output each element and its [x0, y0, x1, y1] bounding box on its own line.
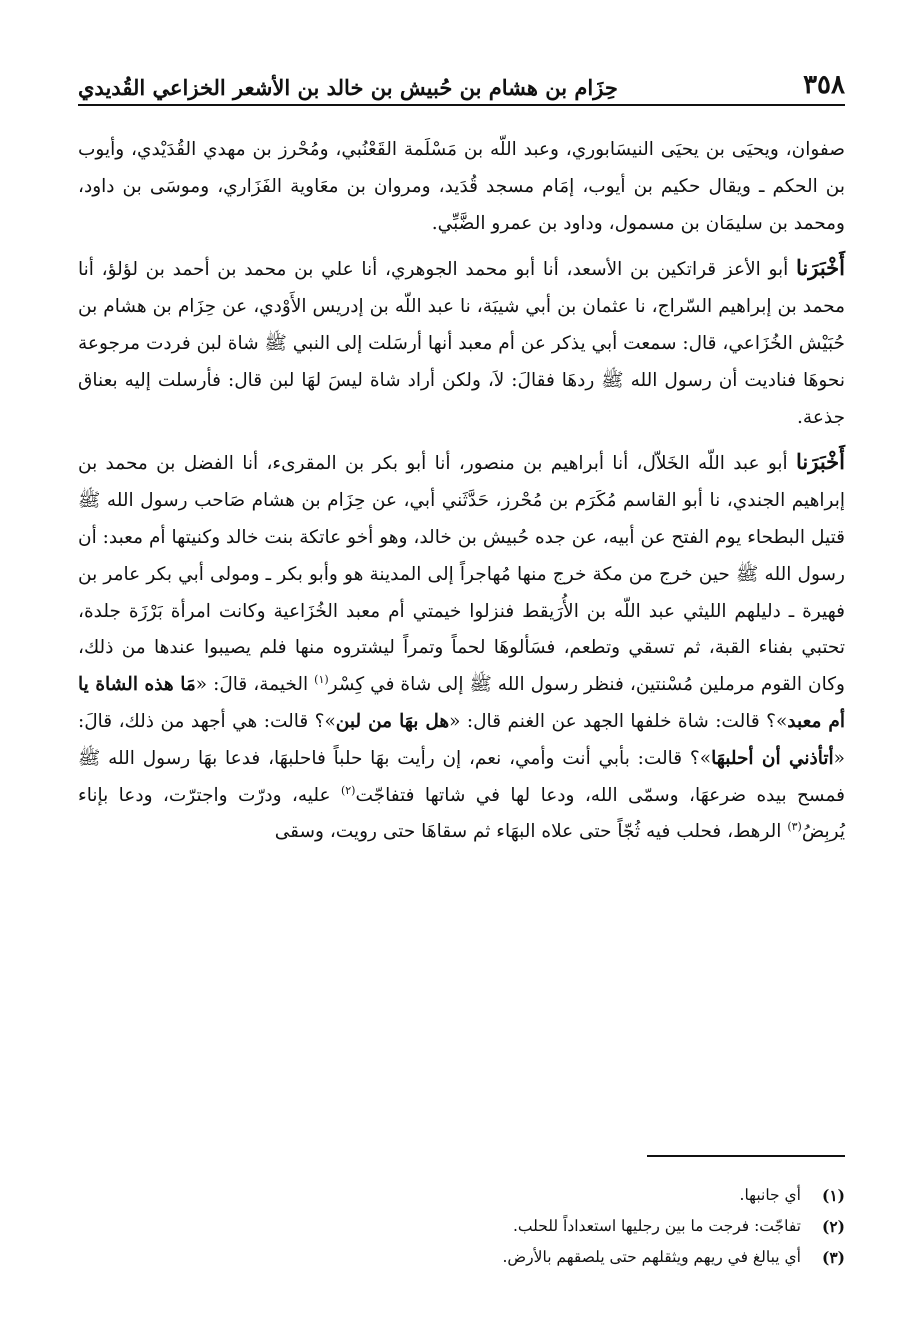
footnote-divider [647, 1155, 845, 1157]
paragraph-3-text-g: الرهط، فحلب فيه ثُجّاً حتى علاه البهَاء ثم سقاهَا حتى رويت، وسقى [274, 821, 788, 843]
page-number: ٣٥٨ [803, 70, 845, 100]
quote-1: مَا هذه الشاة يا أم معبد [78, 674, 845, 732]
paragraph-3 [78, 444, 845, 851]
footnote-ref-2: (٢) [340, 783, 356, 797]
footnote-number: (١) [821, 1186, 845, 1205]
running-title: حِزَام بن هشام بن حُبيش بن خالد بن الأشعر الخزاعي القُديدي [78, 75, 618, 100]
footnote-text: أي جانبها. [739, 1186, 801, 1204]
paragraph-3-text-f: عليه، ودرّت واجترّت، ودعا بإناء يُربِضُ [78, 784, 845, 843]
quote-3: أتأذني أن أحلبهَا [711, 747, 834, 769]
paragraph-3-text-b: الخيمة، قالَ: « [195, 674, 315, 696]
paragraph-1: صفوان، ويحيَى بن يحيَى النيسَابوري، وعبد اللّه بن مَسْلَمة القَعْنُبي، ومُحْرز بن مهدي القُدَيْدي، وأيوب بن الحكم ـ ويقال حكيم بن أيوب، إمَام مسجد قُدَيد، ومروان بن معَاوية الفَزَاري، وموسَى بن داود، ومحمد بن سليمَان بن مسمول، وداود بن عمرو الضَّبِّي. [78, 139, 845, 234]
paragraph-3-text-a: أبو عبد اللّه الخَلاّل، أنا أبراهيم بن منصور، أنا أبو بكر بن المقرىء، أنا الفضل بن محمد بن إبراهيم الجندي، نا أبو القاسم مُكَرَم بن مُحْرز، حَدَّثَني أبي، عن حِزَام بن هشام صَاحب رسول الله ﷺ قتيل البطحاء يوم الفتح عن أبيه، عن جده حُبيش بن خالد، وهو أخو عاتكة بنت خالد وكنيتها أم معبد: أن رسول الله ﷺ حين خرج من مكة خرج منها مُهاجراً إلى المدينة هو وأبو بكر ـ ومولى أبي بكر عامر بن فهيرة ـ دليلهم الليثي عبد اللّه بن الأُرَيقط فنزلوا خيمتي أم معبد الخُزَاعية وكانت امرأة بَرْزَة جلدة، تحتبي بفناء القبة، ثم تسقي وتطعم، فسَألوهَا لحماً وتمراً ليشتروه منها فلم يصيبوا عندها من ذلك، وكان القوم مرملين مُسْنتين، فنظر رسول الله ﷺ إلى شاة في كِسْر [78, 453, 845, 696]
paragraph-3-text-c: »؟ قالت: شاة خلفها الجهد عن الغنم قال: « [449, 710, 788, 732]
footnote-2 [78, 1211, 845, 1242]
paragraph-3-text-d: »؟ قالت: هي أجهد من ذلك، قالَ: « [78, 710, 845, 769]
footnote-number: (٣) [821, 1248, 845, 1267]
footnote-text: أي يبالغ في ريهم ويثقلهم حتى يلصقهم بالأرض. [502, 1248, 801, 1266]
footnote-ref-1: (١) [314, 673, 329, 686]
paragraph-3-text-e: »؟ قالت: بأبي أنت وأمي، نعم، إن رأيت بهَا حلباً فاحلبهَا، فدعا بهَا رسول الله ﷺ فمسح بيده ضرعهَا، وسمّى الله، ودعا لها في شاتها فتفاجّت [78, 747, 845, 806]
paragraph-2 [78, 250, 845, 436]
paragraph-2-text: أبو الأعز قراتكين بن الأسعد، أنا أبو محمد الجوهري، أنا علي بن محمد بن أحمد بن لؤلؤ، أنا محمد بن إبراهيم السّراج، نا عثمان بن أبي شيبَة، نا عبد اللّه بن إدريس الأَوْدي، عن حِزَام بن هشام بن حُبَيْش الخُزَاعي، قال: سمعت أبي يذكر عن أم معبد أنها أرسَلت إلى النبي ﷺ شاة لبن فردت مرجوعة نحوهَا فناديت أن رسول الله ﷺ ردهَا فقالَ: لاَ، ولكن أراد شاة ليسَ لهَا لبن قال: فأرسلت إليه بعناق جذعة. [78, 259, 845, 428]
paragraph-3-lead: أَخْبَرَنا [796, 449, 845, 475]
footnotes [78, 1180, 845, 1273]
footnote-1 [78, 1180, 845, 1211]
footnote-text: تفاجّت: فرجت ما بين رجليها استعداداً للحلب. [512, 1217, 801, 1235]
footnote-number: (٢) [821, 1217, 845, 1236]
page-header [78, 58, 845, 106]
main-text [78, 132, 845, 851]
paragraph-2-lead: أَخْبَرَنا [796, 255, 845, 281]
footnote-3 [78, 1242, 845, 1273]
quote-2: هل بهَا من لبن [335, 710, 450, 732]
footnote-ref-3: (٣) [787, 820, 802, 834]
